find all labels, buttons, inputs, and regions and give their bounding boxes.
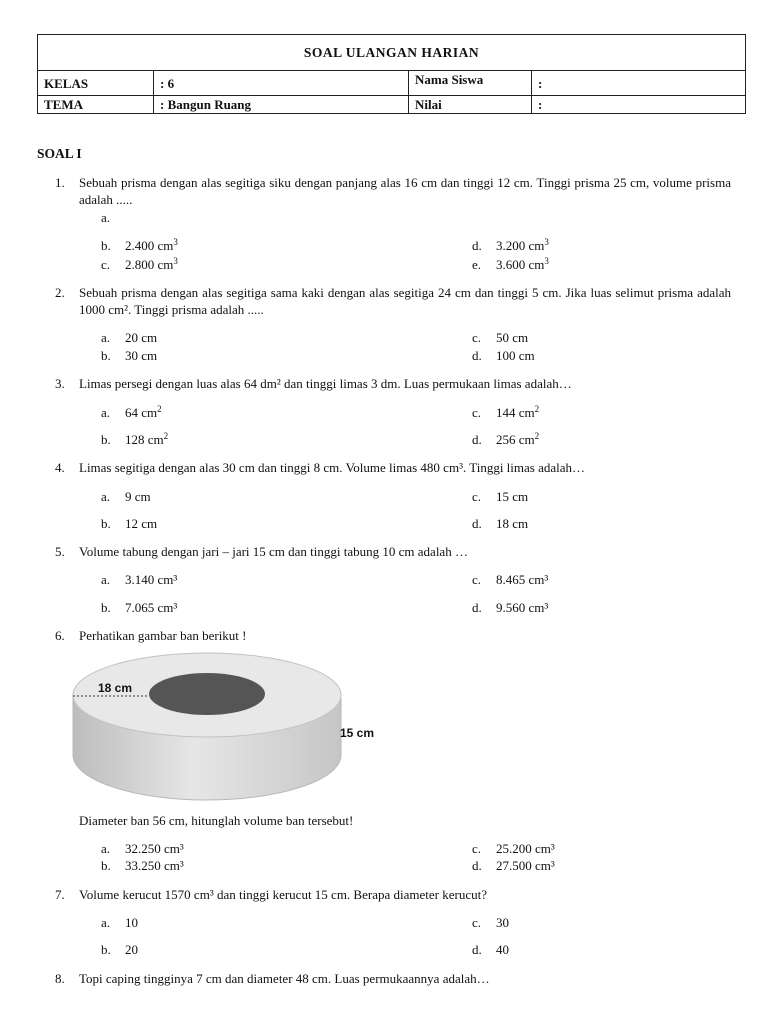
question-number: 6. — [55, 628, 65, 643]
option-value: 33.250 cm³ — [125, 858, 184, 873]
option-3b — [101, 431, 168, 448]
option-value: 32.250 cm³ — [125, 841, 184, 856]
option-value: 2.400 cm — [125, 238, 174, 253]
option-value: 20 cm — [125, 330, 158, 345]
question-number: 3. — [55, 376, 65, 391]
option-7d — [472, 941, 509, 958]
question-text: Volume tabung dengan jari – jari 15 cm dan tinggi tabung 10 cm adalah … — [79, 544, 468, 559]
option-letter: d. — [472, 432, 482, 447]
option-letter: a. — [101, 210, 111, 225]
question-number: 5. — [55, 544, 65, 559]
option-value: 10 — [125, 915, 138, 930]
option-value: 9 cm — [125, 489, 151, 504]
question-number: 2. — [55, 285, 65, 300]
option-letter: c. — [472, 841, 482, 856]
option-value: 128 cm — [125, 432, 164, 447]
option-value: 7.065 cm³ — [125, 600, 178, 615]
question-number: 7. — [55, 887, 65, 902]
option-value: 40 — [496, 942, 509, 957]
option-letter: a. — [101, 841, 111, 856]
option-value: 8.465 cm³ — [496, 572, 549, 587]
option-6c — [472, 840, 555, 857]
option-letter: c. — [472, 330, 482, 345]
option-value: 2.800 cm — [125, 257, 174, 272]
option-7b — [101, 941, 138, 958]
option-1c — [101, 256, 178, 273]
option-value: 12 cm — [125, 516, 158, 531]
option-6b — [101, 857, 184, 874]
option-letter: c. — [472, 572, 482, 587]
option-value: 3.600 cm — [496, 257, 545, 272]
question-text: Limas persegi dengan luas alas 64 dm² dan tinggi limas 3 dm. Luas permukaan limas adalah… — [79, 376, 572, 391]
option-1d — [472, 237, 549, 254]
option-5d — [472, 599, 548, 616]
option-value: 50 cm — [496, 330, 529, 345]
question-text: Perhatikan gambar ban berikut ! — [79, 628, 247, 643]
option-sup: 2 — [163, 431, 169, 441]
option-3d — [472, 431, 539, 448]
option-value: 3.140 cm³ — [125, 572, 178, 587]
question-number: 1. — [55, 175, 65, 190]
option-1e — [472, 256, 549, 273]
question-text: Sebuah prisma dengan alas segitiga sama kaki dengan alas segitiga 24 cm dan tinggi 5 cm. Jika luas selimut prisma adalah 1000 cm². Tinggi prisma adalah ..... — [79, 285, 731, 317]
question-number: 4. — [55, 460, 65, 475]
option-value: 18 cm — [496, 516, 529, 531]
option-value: 20 — [125, 942, 138, 957]
radius-label: 18 cm — [98, 681, 133, 695]
option-value: 30 cm — [125, 348, 158, 363]
option-4a — [101, 488, 151, 505]
option-value: 9.560 cm³ — [496, 600, 549, 615]
question-6-followup: Diameter ban 56 cm, hitunglah volume ban tersebut! — [79, 813, 354, 828]
option-2b — [101, 347, 157, 364]
option-letter: d. — [472, 858, 482, 873]
question-text: Topi caping tingginya 7 cm dan diameter 48 cm. Luas permukaannya adalah… — [79, 971, 490, 986]
section-title: SOAL I — [37, 146, 82, 161]
option-letter: c. — [472, 405, 482, 420]
question-5 — [55, 543, 731, 560]
option-letter: a. — [101, 572, 111, 587]
kelas-value: : 6 — [154, 71, 409, 96]
option-4c — [472, 488, 528, 505]
option-value: 100 cm — [496, 348, 535, 363]
option-letter: d. — [472, 942, 482, 957]
option-letter: b. — [101, 348, 111, 363]
height-label: 15 cm — [340, 726, 375, 740]
option-letter: a. — [101, 489, 111, 504]
tema-value: : Bangun Ruang — [154, 96, 409, 114]
option-value: 64 cm — [125, 405, 158, 420]
option-letter: d. — [472, 348, 482, 363]
option-value: 3.200 cm — [496, 238, 545, 253]
option-letter: c. — [101, 257, 111, 272]
question-3 — [55, 375, 731, 392]
option-3c — [472, 404, 539, 421]
option-6d — [472, 857, 555, 874]
option-5a — [101, 571, 177, 588]
option-letter: e. — [472, 257, 482, 272]
option-value: 256 cm — [496, 432, 535, 447]
option-letter: a. — [101, 330, 111, 345]
option-sup: 3 — [544, 256, 549, 266]
option-letter: b. — [101, 516, 111, 531]
option-value: 25.200 cm³ — [496, 841, 555, 856]
header-table — [37, 34, 746, 114]
option-3a — [101, 404, 162, 421]
option-5b — [101, 599, 177, 616]
question-6 — [55, 627, 731, 644]
question-7 — [55, 886, 731, 903]
option-letter: d. — [472, 516, 482, 531]
option-6a — [101, 840, 184, 857]
kelas-label: KELAS — [38, 71, 154, 96]
nilai-value: : — [532, 96, 746, 114]
tire-figure — [70, 650, 390, 805]
option-letter: a. — [101, 915, 111, 930]
question-text: Volume kerucut 1570 cm³ dan tinggi kerucut 15 cm. Berapa diameter kerucut? — [79, 887, 487, 902]
option-letter: b. — [101, 858, 111, 873]
option-letter: b. — [101, 600, 111, 615]
option-sup: 3 — [173, 237, 178, 247]
question-4 — [55, 459, 731, 476]
option-letter: c. — [472, 489, 482, 504]
question-text: Limas segitiga dengan alas 30 cm dan tinggi 8 cm. Volume limas 480 cm³. Tinggi limas adalah… — [79, 460, 586, 475]
option-sup: 2 — [534, 431, 540, 441]
option-letter: b. — [101, 432, 111, 447]
option-4d — [472, 515, 528, 532]
option-sup: 2 — [534, 404, 540, 414]
tema-label: TEMA — [38, 96, 154, 114]
question-2 — [55, 284, 731, 318]
option-value: 15 cm — [496, 489, 529, 504]
option-2c — [472, 329, 528, 346]
option-letter: b. — [101, 942, 111, 957]
question-1 — [55, 174, 731, 208]
question-number: 8. — [55, 971, 65, 986]
option-letter: c. — [472, 915, 482, 930]
option-letter: a. — [101, 405, 111, 420]
option-sup: 2 — [157, 404, 162, 414]
option-value: 27.500 cm³ — [496, 858, 555, 873]
option-2a — [101, 329, 157, 346]
option-1a — [101, 209, 125, 226]
option-7c — [472, 914, 509, 931]
option-letter: d. — [472, 238, 482, 253]
option-1b — [101, 237, 178, 254]
option-2d — [472, 347, 535, 364]
nama-siswa-value: : — [532, 71, 746, 96]
option-7a — [101, 914, 138, 931]
option-letter: b. — [101, 238, 111, 253]
option-value: 30 — [496, 915, 509, 930]
option-sup: 3 — [173, 256, 178, 266]
option-letter: d. — [472, 600, 482, 615]
option-4b — [101, 515, 157, 532]
question-8 — [55, 970, 731, 987]
question-text: Sebuah prisma dengan alas segitiga siku dengan panjang alas 16 cm dan tinggi 12 cm. Tinggi prisma 25 cm, volume prisma adalah ..... — [79, 175, 731, 207]
option-5c — [472, 571, 548, 588]
page-title: SOAL ULANGAN HARIAN — [38, 35, 746, 71]
option-sup: 3 — [544, 237, 549, 247]
nama-siswa-label: Nama Siswa — [409, 71, 532, 96]
nilai-label: Nilai — [409, 96, 532, 114]
option-value: 144 cm — [496, 405, 535, 420]
